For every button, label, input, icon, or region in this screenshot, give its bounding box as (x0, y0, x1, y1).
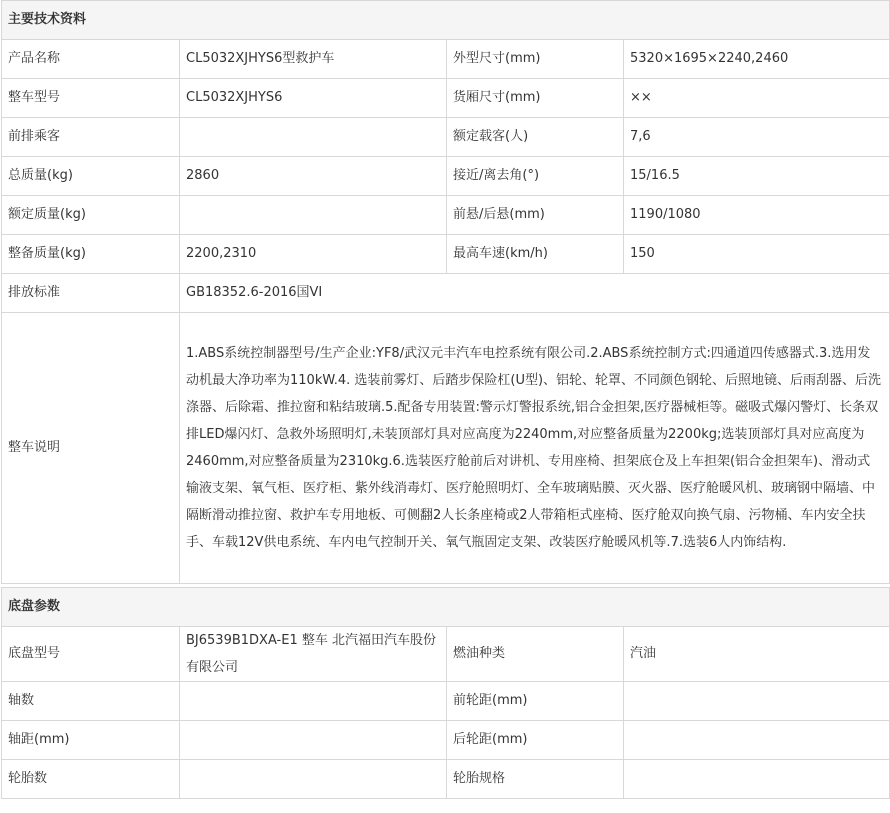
table-row (2, 40, 890, 79)
spec-value: 1190/1080 (624, 196, 890, 235)
spec-value (624, 760, 890, 799)
spec-value: 2860 (180, 157, 447, 196)
section-title: 底盘参数 (2, 588, 890, 627)
spec-label: 整备质量(kg) (2, 235, 180, 274)
section-header-row (2, 588, 890, 627)
spec-value (180, 118, 447, 157)
emission-row (2, 274, 890, 313)
spec-label: 总质量(kg) (2, 157, 180, 196)
spec-label: 轮胎规格 (447, 760, 624, 799)
spec-value: 7,6 (624, 118, 890, 157)
description-text: 1.ABS系统控制器型号/生产企业:YF8/武汉元丰汽车电控系统有限公司.2.ABS系统控制方式:四通道四传感器式.3.选用发动机最大净功率为110kW.4. 选装前雾灯、后踏步保险杠(U型)、铝轮、轮罩、不同颜色钢轮、后照地镜、后雨刮器、后洗涤器、后除霜、推拉窗和粘结玻璃.5.配备专用装置:警示灯警报系统,铝合金担架,医疗器械柜等。磁吸式爆闪警灯、长条双排LED爆闪灯、急救外场照明灯,未装顶部灯具对应高度为2240mm,对应整备质量为2200kg;选装顶部灯具对应高度为2460mm,对应整备质量为2310kg.6.选装医疗舱前后对讲机、专用座椅、担架底仓及上车担架(铝合金担架车)、滑动式输液支架、氧气柜、医疗柜、紫外线消毒灯、医疗舱照明灯、全车玻璃贴膜、灭火器、医疗舱暖风机、玻璃钢中隔墙、中隔断滑动推拉窗、救护车专用地板、可侧翻2人长条座椅或2人带箱柜式座椅、医疗舱双向换气扇、污物桶、车内安全扶手、车载12V供电系统、车内电气控制开关、氧气瓶固定支架、改装医疗舱暖风机等.7.选装6人内饰结构. (180, 313, 890, 584)
table-row (2, 157, 890, 196)
spec-value: ×× (624, 79, 890, 118)
spec-label: 整车型号 (2, 79, 180, 118)
spec-label: 后轮距(mm) (447, 721, 624, 760)
main-specs-table (1, 0, 890, 584)
spec-value: 5320×1695×2240,2460 (624, 40, 890, 79)
spec-label: 接近/离去角(°) (447, 157, 624, 196)
section-header-row (2, 1, 890, 40)
description-label: 整车说明 (2, 313, 180, 584)
spec-value: CL5032XJHYS6 (180, 79, 447, 118)
spec-value (180, 721, 447, 760)
spec-value (624, 682, 890, 721)
spec-value: 150 (624, 235, 890, 274)
spec-value (180, 196, 447, 235)
emission-value: GB18352.6-2016国VI (180, 274, 890, 313)
chassis-specs-table (1, 587, 890, 799)
spec-label: 燃油种类 (447, 627, 624, 682)
spec-label: 前排乘客 (2, 118, 180, 157)
spec-label: 产品名称 (2, 40, 180, 79)
table-row (2, 682, 890, 721)
spec-value (180, 682, 447, 721)
spec-label: 货厢尺寸(mm) (447, 79, 624, 118)
spec-value (180, 760, 447, 799)
spec-value: CL5032XJHYS6型救护车 (180, 40, 447, 79)
section-title: 主要技术资料 (2, 1, 890, 40)
table-row (2, 760, 890, 799)
spec-label: 轴数 (2, 682, 180, 721)
spec-label: 轴距(mm) (2, 721, 180, 760)
table-row (2, 79, 890, 118)
table-row (2, 235, 890, 274)
table-row (2, 118, 890, 157)
spec-value: BJ6539B1DXA-E1 整车 北汽福田汽车股份有限公司 (180, 627, 447, 682)
spec-value: 汽油 (624, 627, 890, 682)
spec-value: 2200,2310 (180, 235, 447, 274)
spec-label: 最高车速(km/h) (447, 235, 624, 274)
table-row (2, 196, 890, 235)
emission-label: 排放标准 (2, 274, 180, 313)
spec-label: 底盘型号 (2, 627, 180, 682)
spec-label: 前悬/后悬(mm) (447, 196, 624, 235)
spec-label: 轮胎数 (2, 760, 180, 799)
spec-label: 额定质量(kg) (2, 196, 180, 235)
spec-label: 前轮距(mm) (447, 682, 624, 721)
description-row (2, 313, 890, 584)
spec-label: 外型尺寸(mm) (447, 40, 624, 79)
spec-label: 额定载客(人) (447, 118, 624, 157)
spec-value (624, 721, 890, 760)
table-row (2, 627, 890, 682)
table-row (2, 721, 890, 760)
spec-value: 15/16.5 (624, 157, 890, 196)
